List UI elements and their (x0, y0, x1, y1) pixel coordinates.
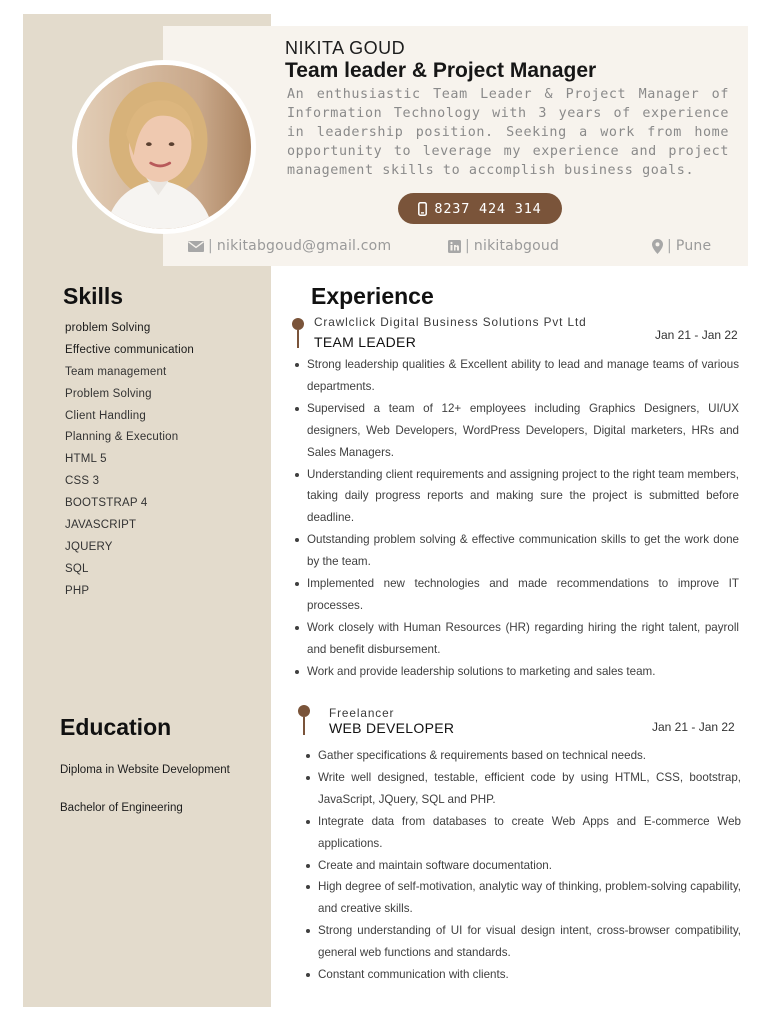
email-text: nikitabgoud@gmail.com (216, 238, 392, 254)
list-item: SQL (65, 562, 89, 575)
profile-title: Team leader & Project Manager (285, 59, 597, 82)
list-item: Strong leadership qualities & Excellent ability to lead and manage teams of various departments. (307, 354, 739, 398)
linkedin-icon (448, 240, 461, 253)
list-item: HTML 5 (65, 453, 107, 466)
list-item: PHP (65, 584, 90, 597)
list-item: Constant communication with clients. (318, 964, 741, 986)
job-bullets (318, 745, 741, 986)
list-item: Work and provide leadership solutions to marketing and sales team. (307, 661, 739, 683)
job-company: Freelancer (329, 706, 395, 720)
job-bullets (307, 354, 739, 683)
experience-heading: Experience (311, 283, 434, 309)
list-item: CSS 3 (65, 475, 100, 488)
list-item: Implemented new technologies and made recommendations to improve IT processes. (307, 573, 739, 617)
separator: | (465, 238, 470, 254)
list-item: JAVASCRIPT (65, 519, 137, 532)
list-item: Problem Solving (65, 387, 152, 400)
phone-badge[interactable] (398, 193, 562, 224)
list-item: problem Solving (65, 322, 151, 334)
list-item: BOOTSTRAP 4 (65, 497, 148, 510)
separator: | (667, 238, 672, 254)
list-item: Create and maintain software documentation. (318, 855, 741, 877)
location-text: Pune (675, 238, 712, 254)
job-dates: Jan 21 - Jan 22 (652, 720, 735, 734)
job-dates: Jan 21 - Jan 22 (655, 328, 738, 342)
list-item: Team management (65, 365, 167, 378)
list-item: Outstanding problem solving & effective communication skills to get the work done by the team. (307, 529, 739, 573)
education-heading: Education (60, 714, 172, 740)
education-item: Bachelor of Engineering (60, 802, 183, 814)
location-pin-icon (652, 239, 663, 254)
email-contact[interactable] (188, 238, 391, 254)
list-item: Client Handling (65, 409, 146, 422)
timeline-marker (292, 318, 304, 348)
list-item: JQUERY (65, 540, 113, 553)
profile-photo (72, 60, 256, 234)
phone-icon (418, 202, 427, 216)
phone-number: 8237 424 314 (434, 200, 542, 217)
timeline-marker (298, 705, 310, 735)
job-role: WEB DEVELOPER (329, 720, 455, 736)
profile-summary: An enthusiastic Team Leader & Project Manager of Information Technology with 3 years of experience in leadership position. Seeking a work from home opportunity to leverage my experience and project management skills to accomplish business goals. (287, 87, 729, 178)
mail-icon (188, 241, 204, 252)
list-item: High degree of self-motivation, analytic way of thinking, problem-solving capability, and creative skills. (318, 876, 741, 920)
list-item: Effective communication (65, 343, 195, 356)
linkedin-text: nikitabgoud (473, 238, 560, 254)
location-contact (652, 238, 711, 254)
list-item: Strong understanding of UI for visual design intent, cross-browser compatibility, general web functions and standards. (318, 920, 741, 964)
list-item: Work closely with Human Resources (HR) regarding hiring the right talent, payroll and benefit disbursement. (307, 617, 739, 661)
skills-heading: Skills (63, 283, 124, 309)
job-company: Crawlclick Digital Business Solutions Pvt Ltd (314, 315, 587, 329)
list-item: Integrate data from databases to create Web Apps and E-commerce Web applications. (318, 811, 741, 855)
list-item: Understanding client requirements and assigning project to the right team members, taking daily progress reports and making sure the project is submitted before deadline. (307, 464, 739, 530)
list-item: Supervised a team of 12+ employees including Graphics Designers, UI/UX designers, Web Developers, WordPress Developers, Digital marketers, HRs and Sales Managers. (307, 398, 739, 464)
job-role: TEAM LEADER (314, 334, 417, 350)
list-item: Write well designed, testable, efficient code by using HTML, CSS, bootstrap, JavaScript, JQuery, SQL and PHP. (318, 767, 741, 811)
linkedin-contact[interactable] (448, 238, 559, 254)
education-item: Diploma in Website Development (60, 764, 230, 776)
profile-name: NIKITA GOUD (285, 38, 406, 58)
list-item: Planning & Execution (65, 431, 179, 444)
list-item: Gather specifications & requirements based on technical needs. (318, 745, 741, 767)
separator: | (208, 238, 213, 254)
skills-list (65, 320, 194, 605)
